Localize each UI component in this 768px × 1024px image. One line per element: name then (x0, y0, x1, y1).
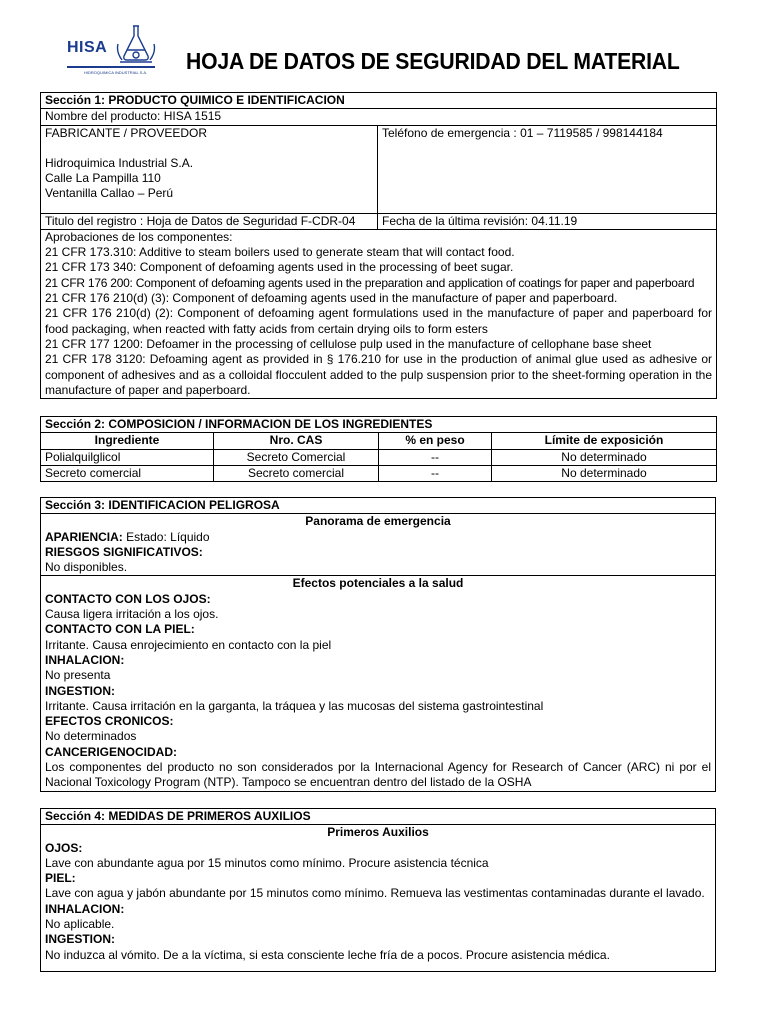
logo-text: HISA (67, 39, 108, 56)
eyes-contact-label: CONTACTO CON LOS OJOS: (45, 591, 211, 606)
exposure-cell: No determinado (492, 465, 717, 481)
eyes-contact-value: Causa ligera irritación a los ojos. (45, 607, 219, 622)
first-aid-eyes-value: Lave con abundante agua por 15 minutos como mínimo. Procure asistencia técnica (45, 855, 489, 870)
skin-contact-value: Irritante. Causa enrojecimiento en contacto con la piel (45, 637, 332, 652)
weight-cell: -- (379, 449, 492, 465)
section-1-title: Sección 1: PRODUCTO QUIMICO E IDENTIFICACION (41, 93, 717, 109)
address-line-1: Calle La Pampilla 110 (45, 171, 161, 186)
section-1-table (40, 92, 717, 399)
section-4-title: Sección 4: MEDIDAS DE PRIMEROS AUXILIOS (41, 809, 716, 825)
col-header-cas: Nro. CAS (214, 433, 379, 449)
inhalation-label: INHALACION: (45, 652, 125, 667)
section-2-title: Sección 2: COMPOSICION / INFORMACION DE LOS INGREDIENTES (41, 417, 717, 433)
manufacturer-cell (41, 125, 378, 213)
chemistry-flask-emblem-icon (114, 22, 158, 66)
approvals-cell (41, 229, 717, 398)
logo-subtitle: HIDROQUIMICA INDUSTRIAL S.A. (84, 70, 148, 75)
col-header-exposure: Límite de exposición (492, 433, 717, 449)
carcinogenicity-label: CANCERIGENOCIDAD: (45, 744, 177, 759)
emergency-heading: Panorama de emergencia (305, 514, 451, 529)
first-aid-ingestion-label: INGESTION: (45, 932, 116, 947)
table-row (41, 449, 717, 465)
appearance-value: Estado: Líquido (122, 529, 210, 544)
approval-item: 21 CFR 178 3120: Defoaming agent as provided in § 176.210 for use in the production of animal glue used as adhesive or component of adhesives and as a colloidal flocculent added to the pulp suspension prior to the sheet-forming operation in the manufacture of paper and paperboard. (45, 352, 712, 397)
emergency-phone: Teléfono de emergencia : 01 – 7119585 / 998144184 (378, 125, 717, 213)
registry-title: Titulo del registro : Hoja de Datos de Seguridad F-CDR-04 (41, 213, 378, 229)
col-header-weight: % en peso (379, 433, 492, 449)
company-name: Hidroquimica Industrial S.A. (45, 155, 194, 170)
approval-item: 21 CFR 177 1200: Defoamer in the processing of cellulose pulp used in the manufacture of cellophane base sheet (45, 336, 652, 351)
first-aid-ingestion-value: No induzca al vómito. De a la víctima, si esta consciente leche fría de a pocos. Procure asistencia médica. (45, 947, 610, 962)
manufacturer-label: FABRICANTE / PROVEEDOR (45, 125, 208, 140)
first-aid-eyes-label: OJOS: (45, 840, 83, 855)
chronic-effects-value: No determinados (45, 729, 137, 744)
exposure-cell: No determinado (492, 449, 717, 465)
address-line-2: Ventanilla Callao – Perú (45, 186, 174, 201)
table-row (41, 465, 717, 481)
chronic-effects-label: EFECTOS CRONICOS: (45, 714, 174, 729)
col-header-ingredient: Ingrediente (41, 433, 214, 449)
skin-contact-label: CONTACTO CON LA PIEL: (45, 622, 195, 637)
ingredient-cell: Secreto comercial (41, 465, 214, 481)
risks-label: RIESGOS SIGNIFICATIVOS: (45, 544, 203, 559)
first-aid-skin-value: Lave con agua y jabón abundante por 15 minutos como mínimo. Remueva las vestimentas contaminadas durante el lavado. (45, 886, 705, 901)
appearance-label: APARIENCIA: (45, 529, 123, 544)
first-aid-inhalation-value: No aplicable. (45, 917, 115, 932)
section-2-table (40, 416, 717, 482)
first-aid-skin-label: PIEL: (45, 871, 76, 886)
section-3-title: Sección 3: IDENTIFICACION PELIGROSA (41, 498, 716, 514)
weight-cell: -- (379, 465, 492, 481)
approvals-label: Aprobaciones de los componentes: (45, 229, 233, 244)
approval-item: 21 CFR 173 340: Component of defoaming agents used in the processing of beet sugar. (45, 260, 514, 275)
ingredient-cell: Polialquilglicol (41, 449, 214, 465)
risks-value: No disponibles. (45, 560, 128, 575)
approval-item: 21 CFR 173.310: Additive to steam boilers used to generate steam that will contact food. (45, 245, 515, 260)
company-logo (62, 20, 162, 76)
carcinogenicity-value: Los componentes del producto no son considerados por la Internacional Agency for Research of Cancer (ARC) ni por el Nacional Toxicology Program (NTP). Tampoco se encuentran dentro del listado de la OSHA (45, 760, 711, 790)
approval-item: 21 CFR 176 210(d) (3): Component of defoaming agents used in the manufacture of paper and paperboard. (45, 291, 618, 306)
section-4-table (40, 808, 716, 972)
approval-item: 21 CFR 176 210(d) (2): Component of defoaming agent formulations used in the manufacture of paper and paperboard for food packaging, when reacted with fatty acids from certain drying oils to form esters (45, 306, 712, 336)
document-header (0, 0, 768, 92)
health-heading: Efectos potenciales a la salud (292, 576, 464, 591)
revision-date: Fecha de la última revisión: 04.11.19 (378, 213, 717, 229)
document-title: HOJA DE DATOS DE SEGURIDAD DEL MATERIAL (186, 48, 680, 74)
ingestion-value: Irritante. Causa irritación en la garganta, la tráquea y las mucosas del sistema gastrointestinal (45, 698, 544, 713)
approval-item: 21 CFR 176 200: Component of defoaming agents used in the preparation and application of coatings for paper and paperboard (45, 275, 695, 290)
first-aid-heading: Primeros Auxilios (327, 825, 429, 840)
ingestion-label: INGESTION: (45, 683, 116, 698)
first-aid-cell (41, 825, 716, 972)
inhalation-value: No presenta (45, 668, 111, 683)
product-name: Nombre del producto: HISA 1515 (41, 109, 717, 125)
cas-cell: Secreto comercial (214, 465, 379, 481)
emergency-overview-cell (41, 514, 716, 576)
section-3-table (40, 497, 716, 792)
first-aid-inhalation-label: INHALACION: (45, 901, 125, 916)
health-effects-cell (41, 576, 716, 791)
cas-cell: Secreto Comercial (214, 449, 379, 465)
logo-underline (67, 66, 155, 68)
